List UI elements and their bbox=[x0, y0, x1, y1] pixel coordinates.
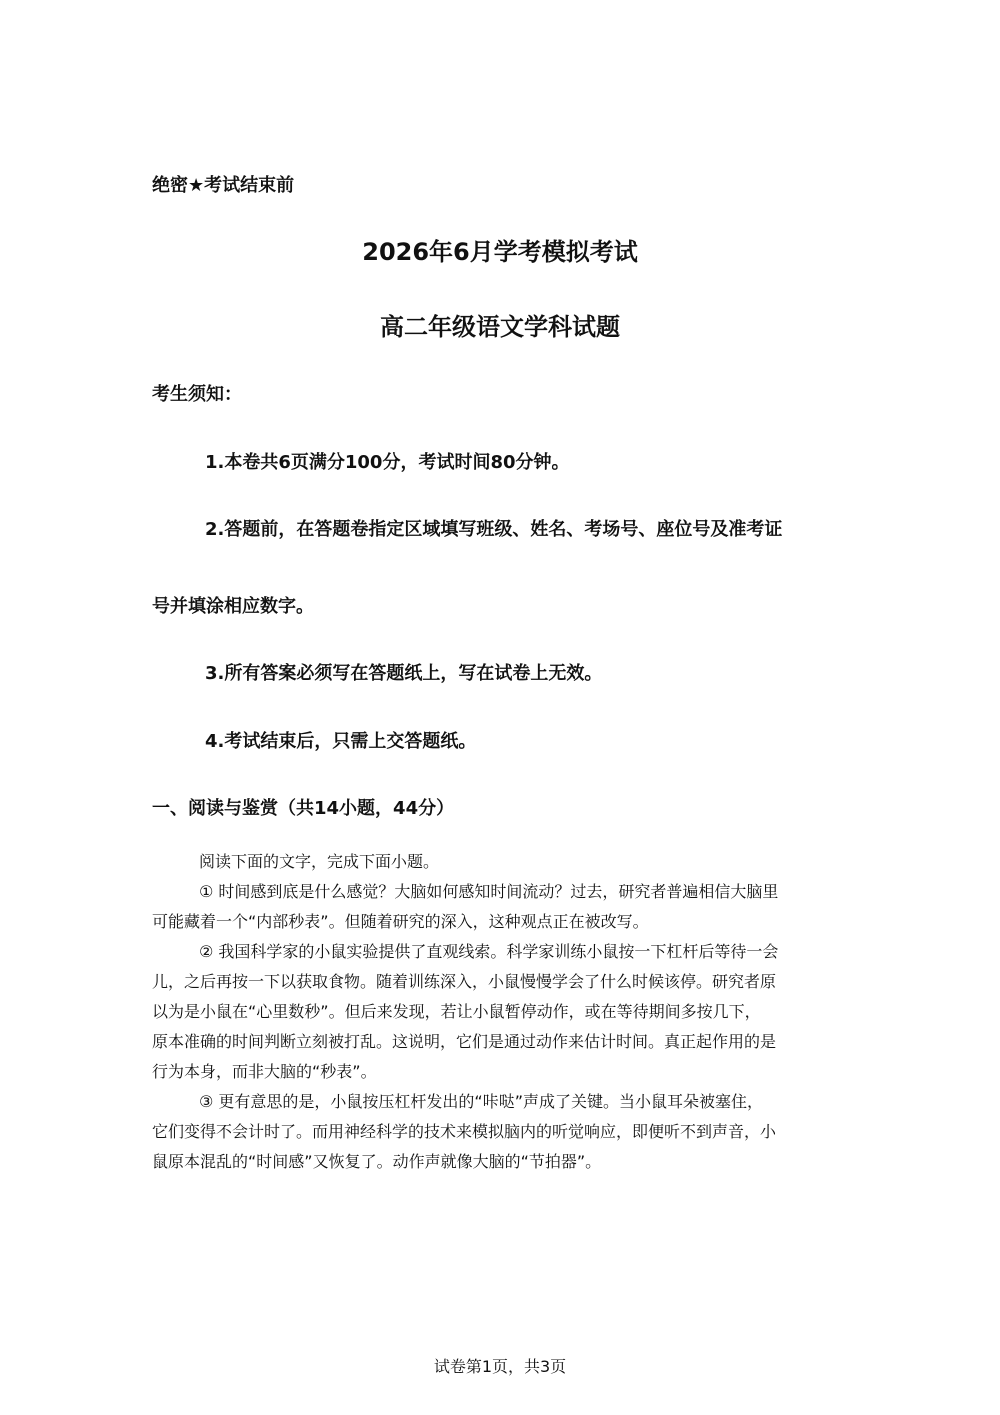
notice-heading: 考生须知： bbox=[152, 384, 242, 405]
page-footer: 试卷第1页，共3页 bbox=[433, 1357, 567, 1376]
section-heading: 一、阅读与鉴赏（共14小题，44分） bbox=[152, 798, 455, 819]
notice-item-2: 2.答题前，在答题卷指定区域填写班级、姓名、考场号、座位号及准考证 bbox=[205, 519, 783, 540]
confidential-mark: 绝密★考试结束前 bbox=[152, 175, 295, 196]
paragraph-3-line-1: ③ 更有意思的是，小鼠按压杠杆发出的“咔哒”声成了关键。当小鼠耳朵被塞住， bbox=[199, 1092, 764, 1111]
paragraph-2-line-2: 儿，之后再按一下以获取食物。随着训练深入，小鼠慢慢学会了什么时候该停。研究者原 bbox=[152, 972, 777, 991]
paragraph-2-line-1: ② 我国科学家的小鼠实验提供了直观线索。科学家训练小鼠按一下杠杆后等待一会 bbox=[199, 942, 779, 961]
notice-item-4: 4.考试结束后，只需上交答题纸。 bbox=[205, 731, 477, 752]
paragraph-2-line-4: 原本准确的时间判断立刻被打乱。这说明，它们是通过动作来估计时间。真正起作用的是 bbox=[152, 1032, 777, 1051]
paragraph-2-line-3: 以为是小鼠在“心里数秒”。但后来发现，若让小鼠暂停动作，或在等待期间多按几下， bbox=[152, 1002, 761, 1021]
paragraph-1-line-2: 可能藏着一个“内部秒表”。但随着研究的深入，这种观点正在被改写。 bbox=[152, 912, 649, 931]
exam-title: 2026年6月学考模拟考试 bbox=[362, 238, 638, 266]
passage-instruction: 阅读下面的文字，完成下面小题。 bbox=[199, 852, 440, 871]
notice-item-3: 3.所有答案必须写在答题纸上，写在试卷上无效。 bbox=[205, 663, 603, 684]
paragraph-3-line-3: 鼠原本混乱的“时间感”又恢复了。动作声就像大脑的“节拍器”。 bbox=[152, 1152, 602, 1171]
exam-subtitle: 高二年级语文学科试题 bbox=[380, 313, 620, 341]
notice-item-1: 1.本卷共6页满分100分，考试时间80分钟。 bbox=[205, 452, 570, 473]
paragraph-1-line-1: ① 时间感到底是什么感觉？大脑如何感知时间流动？过去，研究者普遍相信大脑里 bbox=[199, 882, 779, 901]
paragraph-2-line-5: 行为本身，而非大脑的“秒表”。 bbox=[152, 1062, 377, 1081]
paragraph-3-line-2: 它们变得不会计时了。而用神经科学的技术来模拟脑内的听觉响应，即便听不到声音，小 bbox=[152, 1122, 777, 1141]
notice-item-2-continuation: 号并填涂相应数字。 bbox=[152, 596, 314, 617]
reading-passage bbox=[152, 847, 852, 1177]
